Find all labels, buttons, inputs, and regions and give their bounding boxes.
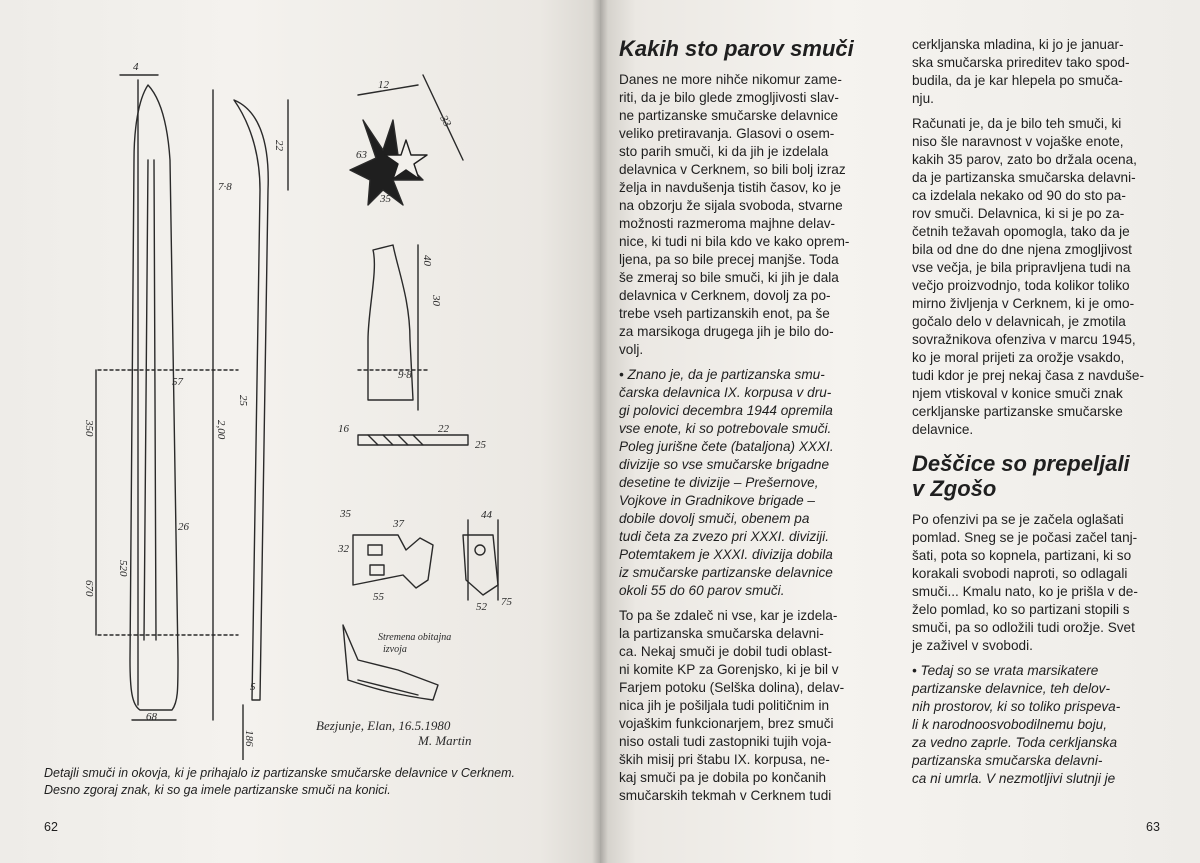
page-number-left: 62 [44, 820, 58, 834]
text-line: šati, pota so kopnela, partizani, ki so [912, 548, 1132, 563]
text-line: divizije so vse smučarske brigadne [619, 457, 830, 472]
text-line: Vojkove in Gradnikove brigade – [619, 493, 815, 508]
text-line: smuči... Kmalu nato, ko je prišla v de- [912, 584, 1138, 599]
text-line: smučarskih tekmah v Cerknem tudi [619, 788, 832, 803]
paragraph-3 [619, 607, 899, 805]
text-line: ne partizanske smučarske delavnice [619, 108, 839, 123]
text-line: ca ni umrla. V nezmotljivi slutnji je [912, 771, 1116, 786]
dim-label: 75 [501, 596, 512, 608]
text-line: cerkljanska mladina, ki jo je januar- [912, 37, 1124, 52]
text-line: riti, da je bilo glede zmogljivosti slav- [619, 90, 839, 105]
text-line: ca. Nekaj smuči je dobil tudi oblast- [619, 644, 833, 659]
dim-label: 63 [356, 149, 367, 161]
dim-label: 35 [340, 508, 351, 520]
text-line: za marsikoga drugega jih je bilo do- [619, 324, 834, 339]
text-line: To pa še zdaleč ni vse, kar je izdela- [619, 608, 838, 623]
text-line: možnosti razmeroma majhne delav- [619, 216, 836, 231]
text-line: okoli 55 do 60 parov smuči. [619, 583, 785, 598]
text-line: pomlad. Sneg se je počasi začel tanj- [912, 530, 1138, 545]
text-line: delavnica v Cerknem, dovolj za po- [619, 288, 831, 303]
text-line: ljena, pa so bile precej manjše. Toda [619, 252, 839, 267]
text-line: na obzorju že sijala svoboda, stvarne [619, 198, 843, 213]
text-line: nih prostorov, ki so toliko prispeva- [912, 699, 1121, 714]
dim-label: 52 [476, 601, 487, 613]
text-line: niso šle naravnost v vojaške enote, [912, 134, 1124, 149]
dim-label: 57 [172, 376, 183, 388]
text-line: mirno življenja v Cerknem, ki je omo- [912, 296, 1135, 311]
text-line: partizanska smučarska delavni- [912, 753, 1103, 768]
handwritten-note: izvoja [383, 644, 407, 655]
text-line: čarska delavnica IX. korpusa v dru- [619, 385, 832, 400]
paragraph-1 [619, 71, 899, 359]
dim-label: 7·8 [218, 181, 232, 193]
text-line: partizanske delavnice, teh delov- [912, 681, 1110, 696]
text-line: ca izdelala nekako od 90 do sto pa- [912, 188, 1126, 203]
text-line: nice, ki tudi ni bila kdo ve kako oprem- [619, 234, 850, 249]
column-1 [619, 36, 899, 812]
text-line: li k narodnoosvobodilnemu boju, [912, 717, 1107, 732]
dim-label: 5 [250, 681, 256, 693]
dim-label: 37 [393, 518, 404, 530]
text-line: trebe vseh partizanskih enot, pa še [619, 306, 830, 321]
dim-label: 2,00 [215, 420, 227, 440]
text-line: rov smuči. Delavnica, ki si je po za- [912, 206, 1125, 221]
text-line: želja in navdušenja tistih časov, ko je [619, 180, 841, 195]
text-line: tudi kdor je prej nekaj časa z navduše- [912, 368, 1144, 383]
text-line: ških misij pri štabu IX. korpusa, ne- [619, 752, 830, 767]
text-line: sto parih smuči, ki da jih je izdelala [619, 144, 829, 159]
text-line: tudi četa za zvezo pri XXXI. diviziji. [619, 529, 830, 544]
text-line: večjo proizvodnjo, toda kolikor toliko [912, 278, 1130, 293]
dim-label: 40 [421, 255, 433, 266]
dim-label: 26 [178, 521, 189, 533]
dim-label: 22 [273, 140, 285, 151]
text-line: ska smučarska prireditev tako spod- [912, 55, 1130, 70]
text-line: smuči, pa so odložili tudi orožje. Svet [912, 620, 1135, 635]
binding-plate [353, 535, 433, 588]
ski-technical-drawing [38, 40, 568, 760]
text-line: Po ofenzivi pa se je začela oglašati [912, 512, 1124, 527]
signature: M. Martin [418, 733, 472, 748]
dim-label: 350 [83, 420, 95, 437]
text-line: vse večja, je bila pripravljena tudi na [912, 260, 1131, 275]
text-line: volj. [619, 342, 644, 357]
dim-label: 186 [243, 730, 255, 747]
text-line: gi polovici decembra 1944 opremila [619, 403, 833, 418]
ski-groove [144, 160, 156, 640]
text-line: Potemtakem je XXXI. divizija dobila [619, 547, 833, 562]
text-line: sovražnikova ofenziva v marcu 1945, [912, 332, 1136, 347]
text-line: iz smučarske partizanske delavnice [619, 565, 833, 580]
caption-line: Desno zgoraj znak, ki so ga imele partizanske smuči na konici. [44, 783, 391, 797]
text-line: niso ostali tudi zastopniki tujih voja- [619, 734, 832, 749]
dim-label: 25 [475, 439, 486, 451]
right-page [600, 0, 1200, 863]
text-line: bila od dne do dne njena zmogljivost [912, 242, 1132, 257]
text-line: da je partizanska smučarska delavni- [912, 170, 1136, 185]
text-line: Danes ne more nihče nikomur zame- [619, 72, 842, 87]
text-line: nju. [912, 91, 934, 106]
text-line: želo pomlad, ko so partizani stopili s [912, 602, 1130, 617]
text-line: četnih težavah opomogla, tako da je [912, 224, 1130, 239]
text-line: ko je moral prijeti za orožje vsakdo, [912, 350, 1125, 365]
handwritten-note: Stremena obitajna [378, 632, 452, 643]
text-line: vse enote, ki so potrebovale smuči. [619, 421, 832, 436]
dim-label: 32 [338, 543, 349, 555]
section-title [912, 451, 1182, 501]
dim-label: 670 [83, 580, 95, 597]
text-line: vojaškim funkcionarjem, brez smuči [619, 716, 834, 731]
paragraph-4 [912, 36, 1182, 108]
section-title-line: Deščice so prepeljali [912, 451, 1130, 476]
text-line: je zaživel v svobodi. [912, 638, 1033, 653]
dim-label: 35 [380, 193, 391, 205]
dim-label: 30 [430, 295, 442, 306]
dim-label: 9·8 [398, 369, 412, 381]
text-line: kaj smuči pa je dobila po končanih [619, 770, 827, 785]
text-line: Farjem potoku (Selška dolina), delav- [619, 680, 845, 695]
text-line: Poleg jurišne čete (bataljona) XXXI. [619, 439, 834, 454]
dim-label: 22 [438, 423, 449, 435]
text-line: njem vtiskoval v konice smuči znak [912, 386, 1123, 401]
dim-label: 68 [146, 711, 157, 723]
text-line: nica jih je pošiljala tudi političnim in [619, 698, 830, 713]
text-line: gočalo delo v delavnicah, je zmotila [912, 314, 1126, 329]
paragraph-7-italic [912, 662, 1182, 788]
dim-label: 520 [117, 560, 129, 577]
dim-label: 12 [378, 79, 389, 91]
text-line: Računati je, da je bilo teh smuči, ki [912, 116, 1122, 131]
caption-line: Detajli smuči in okovja, ki je prihajalo iz partizanske smučarske delavnice v Cerknem. [44, 766, 516, 780]
dim-label: 33 [437, 113, 454, 130]
text-line: veliko pretiravanja. Glasovi o osem- [619, 126, 835, 141]
text-line: budila, da je kar hlepela po smuča- [912, 73, 1123, 88]
book-gutter [592, 0, 608, 863]
text-line: cerkljanske partizanske smučarske [912, 404, 1123, 419]
text-line: • Tedaj so se vrata marsikatere [912, 663, 1099, 678]
signature: Bezjunje, Elan, 16.5.1980 [316, 718, 451, 733]
dim-label: 16 [338, 423, 349, 435]
dim-label: 44 [481, 509, 492, 521]
text-line: delavnica v Cerknem, so bili bolj izraz [619, 162, 846, 177]
text-line: desetine te divizije – Prešernove, [619, 475, 819, 490]
text-line: kakih 35 parov, zato bo držala ocena, [912, 152, 1137, 167]
text-line: delavnice. [912, 422, 974, 437]
paragraph-6 [912, 511, 1182, 655]
paragraph-5 [912, 115, 1182, 439]
text-line: ni komite KP za Gorenjsko, ki je bil v [619, 662, 839, 677]
dim-label: 25 [237, 395, 249, 406]
page-number-right: 63 [1146, 820, 1160, 834]
binding-crosssection [358, 435, 468, 445]
dim-label: 55 [373, 591, 384, 603]
text-line: • Znano je, da je partizanska smu- [619, 367, 825, 382]
text-line: dobile dovolj smuči, obenem pa [619, 511, 810, 526]
text-line: korakali svobodi naproti, so odlagali [912, 566, 1128, 581]
section-title-line: v Zgošo [912, 476, 997, 501]
article-title: Kakih sto parov smuči [619, 36, 854, 61]
column-2 [912, 36, 1182, 795]
text-line: še zmeraj so bile smuči, ki jih je dala [619, 270, 839, 285]
ski-tip-emblem [350, 75, 463, 205]
figure-caption [44, 765, 564, 799]
paragraph-2-italic [619, 366, 899, 600]
text-line: za vedno zaprle. Toda cerkljanska [912, 735, 1118, 750]
dim-label: 4 [133, 61, 139, 73]
text-line: la partizanska smučarska delavni- [619, 626, 824, 641]
